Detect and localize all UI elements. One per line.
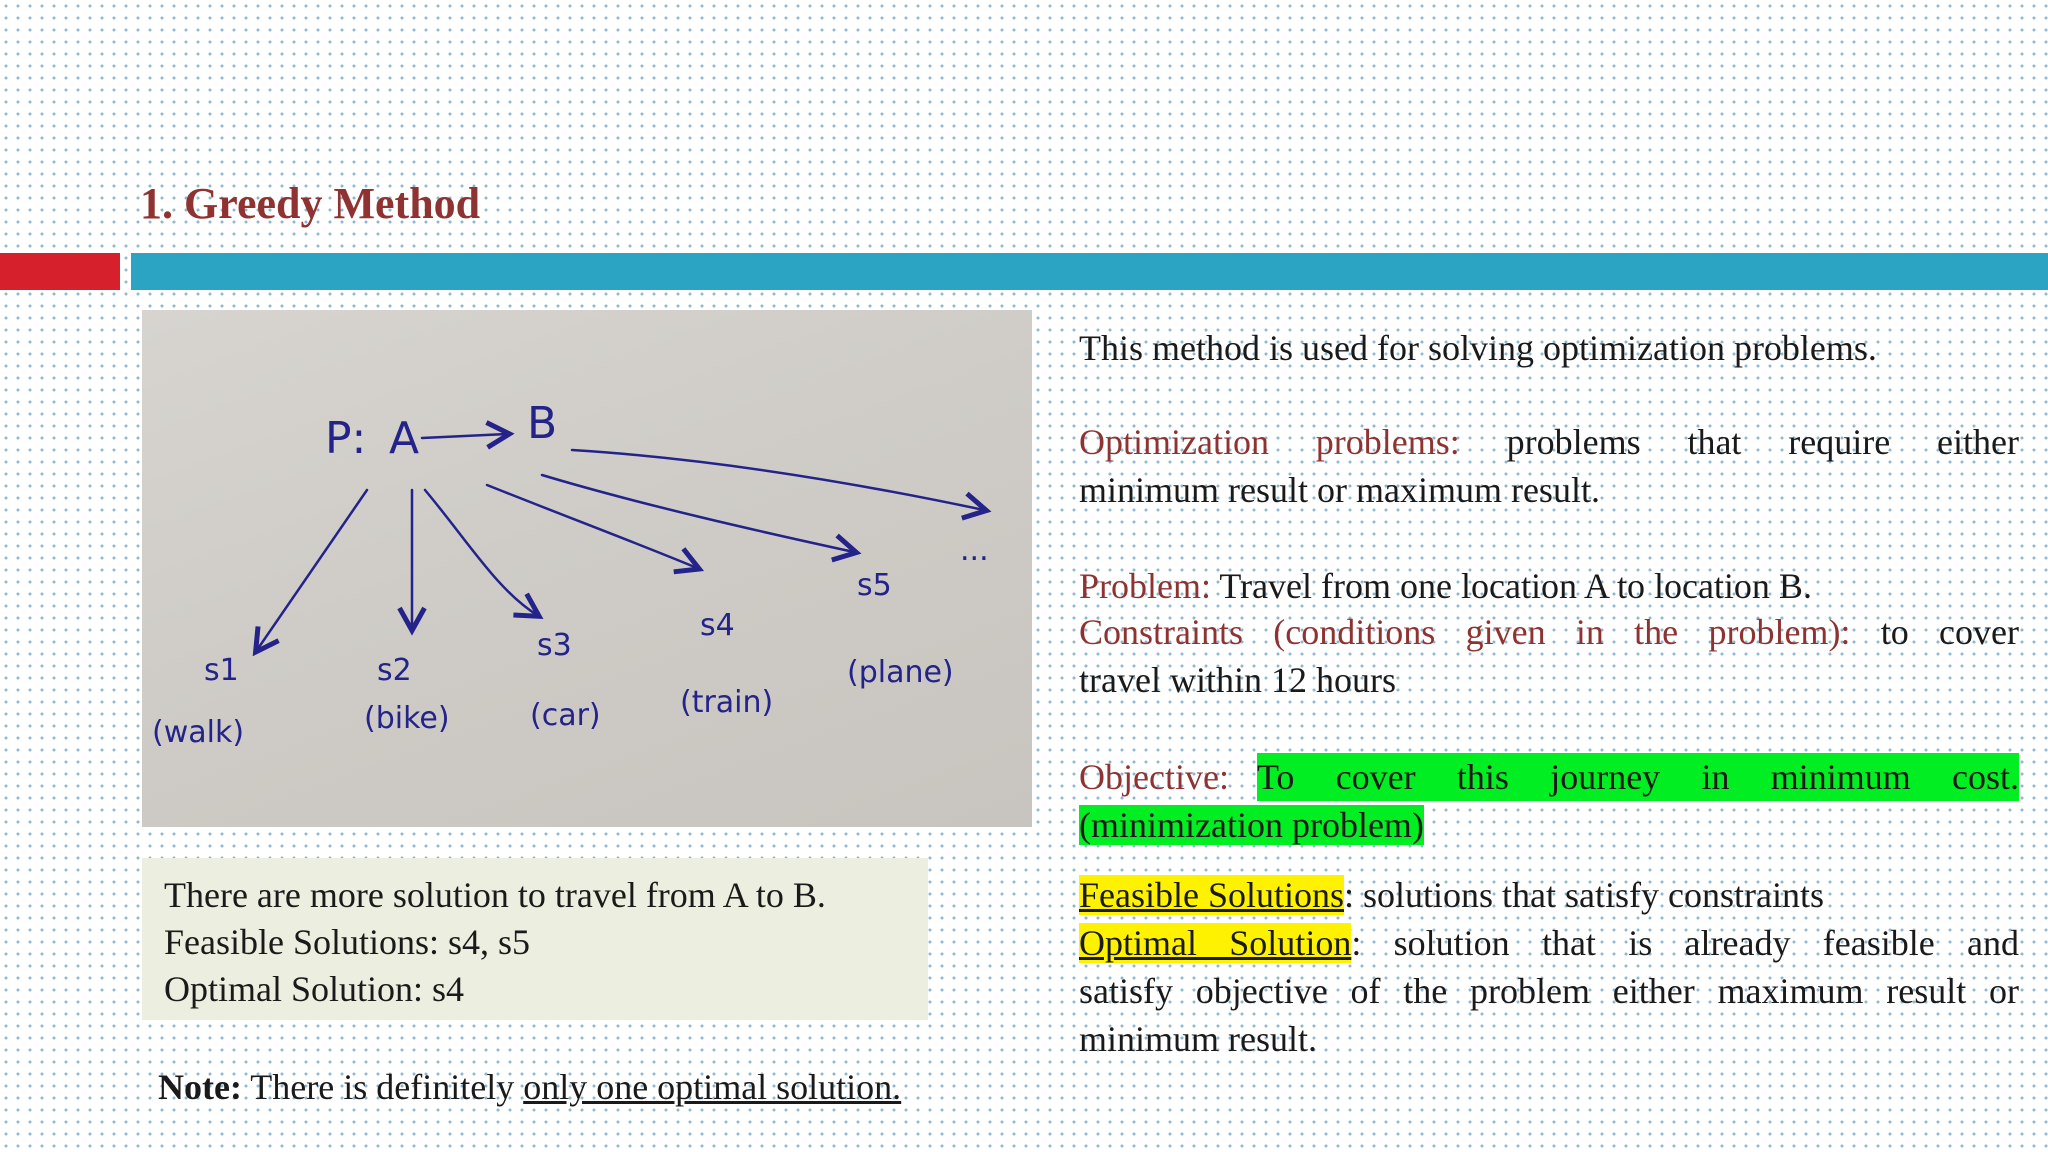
slide-title: 1. Greedy Method bbox=[140, 179, 481, 228]
optimization-definition: Optimization problems: problems that require either minimum result or maximum result. bbox=[1079, 422, 2019, 510]
solution-s3-id: s3 bbox=[537, 628, 572, 663]
optimal-solution-line: Optimal Solution: s4 bbox=[164, 969, 465, 1009]
feasible-solutions-line: Feasible Solutions: s4, s5 bbox=[164, 922, 531, 962]
title-accent-bar-red bbox=[0, 253, 120, 290]
arrow-s1 bbox=[257, 490, 367, 650]
note bbox=[158, 1066, 901, 1108]
solution-s2-mode: (bike) bbox=[364, 701, 450, 736]
solution-s4-mode: (train) bbox=[680, 685, 774, 720]
feasible-term: Feasible Solutions bbox=[1079, 875, 1345, 915]
objective-highlight-cont: (minimization problem) bbox=[1079, 805, 1424, 845]
solution-summary-box bbox=[142, 858, 928, 1020]
note-underlined: only one optimal solution. bbox=[523, 1067, 902, 1107]
objective-highlight: To cover this journey in minimum cost. bbox=[1257, 753, 2019, 801]
objective-statement bbox=[1079, 753, 2019, 849]
solution-s4-id: s4 bbox=[700, 608, 735, 643]
objective-term: Objective: bbox=[1079, 757, 1229, 797]
solution-s5-id: s5 bbox=[857, 568, 892, 603]
solution-s3-mode: (car) bbox=[530, 698, 601, 733]
arrow-s4 bbox=[487, 485, 697, 568]
arrow-a-to-b bbox=[422, 434, 507, 438]
solution-s1-mode: (walk) bbox=[152, 715, 245, 750]
solution-s5-mode: (plane) bbox=[847, 655, 954, 690]
problem-statement: Problem: Travel from one location A to location B. bbox=[1079, 566, 1812, 606]
node-a: A bbox=[389, 413, 420, 464]
optimal-term: Optimal Solution bbox=[1079, 923, 1352, 963]
optimization-term: Optimization problems: bbox=[1079, 422, 1460, 462]
constraints-term: Constraints (conditions given in the problem): bbox=[1079, 612, 1851, 652]
solution-s2-id: s2 bbox=[377, 653, 412, 688]
intro-text: This method is used for solving optimization problems. bbox=[1079, 328, 1877, 368]
node-b: B bbox=[527, 398, 558, 449]
arrow-s5 bbox=[542, 475, 854, 552]
ellipsis: ... bbox=[960, 533, 989, 568]
problem-label: P: bbox=[325, 413, 367, 464]
arrow-s3 bbox=[425, 490, 537, 615]
solutions-definitions: Feasible Solutions: solutions that satisfy constraints Optimal Solution: solution that is already feasible and satisfy objective of the problem either maximum result or minimum result. bbox=[1079, 875, 2020, 1059]
diagram-svg bbox=[142, 310, 1032, 827]
problem-term: Problem: bbox=[1079, 566, 1211, 606]
note-text: There is definitely bbox=[241, 1067, 524, 1107]
solution-s1-id: s1 bbox=[204, 653, 239, 688]
solution-summary-line: There are more solution to travel from A to B. bbox=[164, 875, 826, 915]
constraints-statement: Constraints (conditions given in the problem): to cover travel within 12 hours bbox=[1079, 612, 2019, 700]
note-label: Note: bbox=[158, 1067, 242, 1107]
handwritten-diagram-photo bbox=[142, 310, 1032, 827]
title-accent-bar-blue bbox=[131, 253, 2048, 290]
